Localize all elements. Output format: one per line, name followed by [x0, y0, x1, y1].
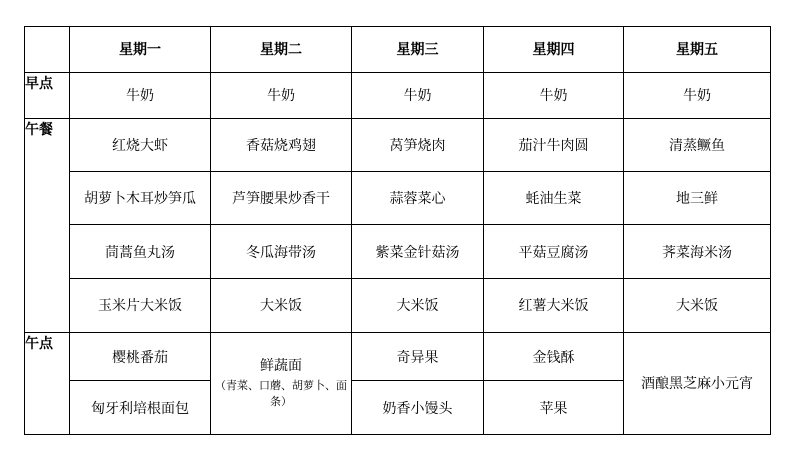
day-header-friday: 星期五	[624, 27, 771, 73]
lunch-monday-4: 玉米片大米饭	[70, 279, 211, 333]
lunch-monday-1: 红烧大虾	[70, 119, 211, 172]
breakfast-row	[25, 72, 771, 119]
lunch-row-4	[25, 279, 771, 333]
day-header-tuesday: 星期二	[211, 27, 352, 73]
lunch-thursday-2: 蚝油生菜	[484, 171, 624, 225]
lunch-tuesday-4: 大米饭	[211, 279, 352, 333]
lunch-tuesday-3: 冬瓜海带汤	[211, 225, 352, 279]
snack-monday-2: 匈牙利培根面包	[70, 381, 211, 435]
snack-wednesday-1: 奇异果	[352, 332, 484, 381]
header-row	[25, 27, 771, 73]
lunch-thursday-3: 平菇豆腐汤	[484, 225, 624, 279]
category-lunch: 午餐	[25, 119, 70, 333]
snack-tuesday-main: 鲜蔬面	[260, 358, 302, 375]
snack-thursday-2: 苹果	[484, 381, 624, 435]
day-header-wednesday: 星期三	[352, 27, 484, 73]
snack-tuesday	[211, 332, 352, 434]
lunch-thursday-4: 红薯大米饭	[484, 279, 624, 333]
snack-row-1	[25, 332, 771, 381]
lunch-friday-4: 大米饭	[624, 279, 771, 333]
lunch-tuesday-2: 芦笋腰果炒香干	[211, 171, 352, 225]
category-breakfast: 早点	[25, 72, 70, 119]
lunch-tuesday-1: 香菇烧鸡翅	[211, 119, 352, 172]
lunch-friday-3: 荠菜海米汤	[624, 225, 771, 279]
breakfast-wednesday: 牛奶	[352, 72, 484, 119]
corner-cell	[25, 27, 70, 73]
weekly-menu-table	[24, 26, 771, 435]
category-snack: 午点	[25, 332, 70, 434]
snack-wednesday-2: 奶香小馒头	[352, 381, 484, 435]
breakfast-monday: 牛奶	[70, 72, 211, 119]
lunch-thursday-1: 茄汁牛肉圆	[484, 119, 624, 172]
lunch-wednesday-1: 莴笋烧肉	[352, 119, 484, 172]
lunch-monday-3: 茼蒿鱼丸汤	[70, 225, 211, 279]
lunch-monday-2: 胡萝卜木耳炒笋瓜	[70, 171, 211, 225]
snack-tuesday-note: （青菜、口蘑、胡萝卜、面条）	[215, 379, 347, 409]
snack-monday-1: 樱桃番茄	[70, 332, 211, 381]
day-header-monday: 星期一	[70, 27, 211, 73]
lunch-wednesday-3: 紫菜金针菇汤	[352, 225, 484, 279]
snack-friday: 酒酿黑芝麻小元宵	[624, 332, 771, 434]
lunch-friday-1: 清蒸鳜鱼	[624, 119, 771, 172]
lunch-wednesday-4: 大米饭	[352, 279, 484, 333]
lunch-row-3	[25, 225, 771, 279]
breakfast-tuesday: 牛奶	[211, 72, 352, 119]
lunch-row-2	[25, 171, 771, 225]
day-header-thursday: 星期四	[484, 27, 624, 73]
lunch-friday-2: 地三鲜	[624, 171, 771, 225]
breakfast-thursday: 牛奶	[484, 72, 624, 119]
lunch-wednesday-2: 蒜蓉菜心	[352, 171, 484, 225]
breakfast-friday: 牛奶	[624, 72, 771, 119]
lunch-row-1	[25, 119, 771, 172]
snack-thursday-1: 金钱酥	[484, 332, 624, 381]
